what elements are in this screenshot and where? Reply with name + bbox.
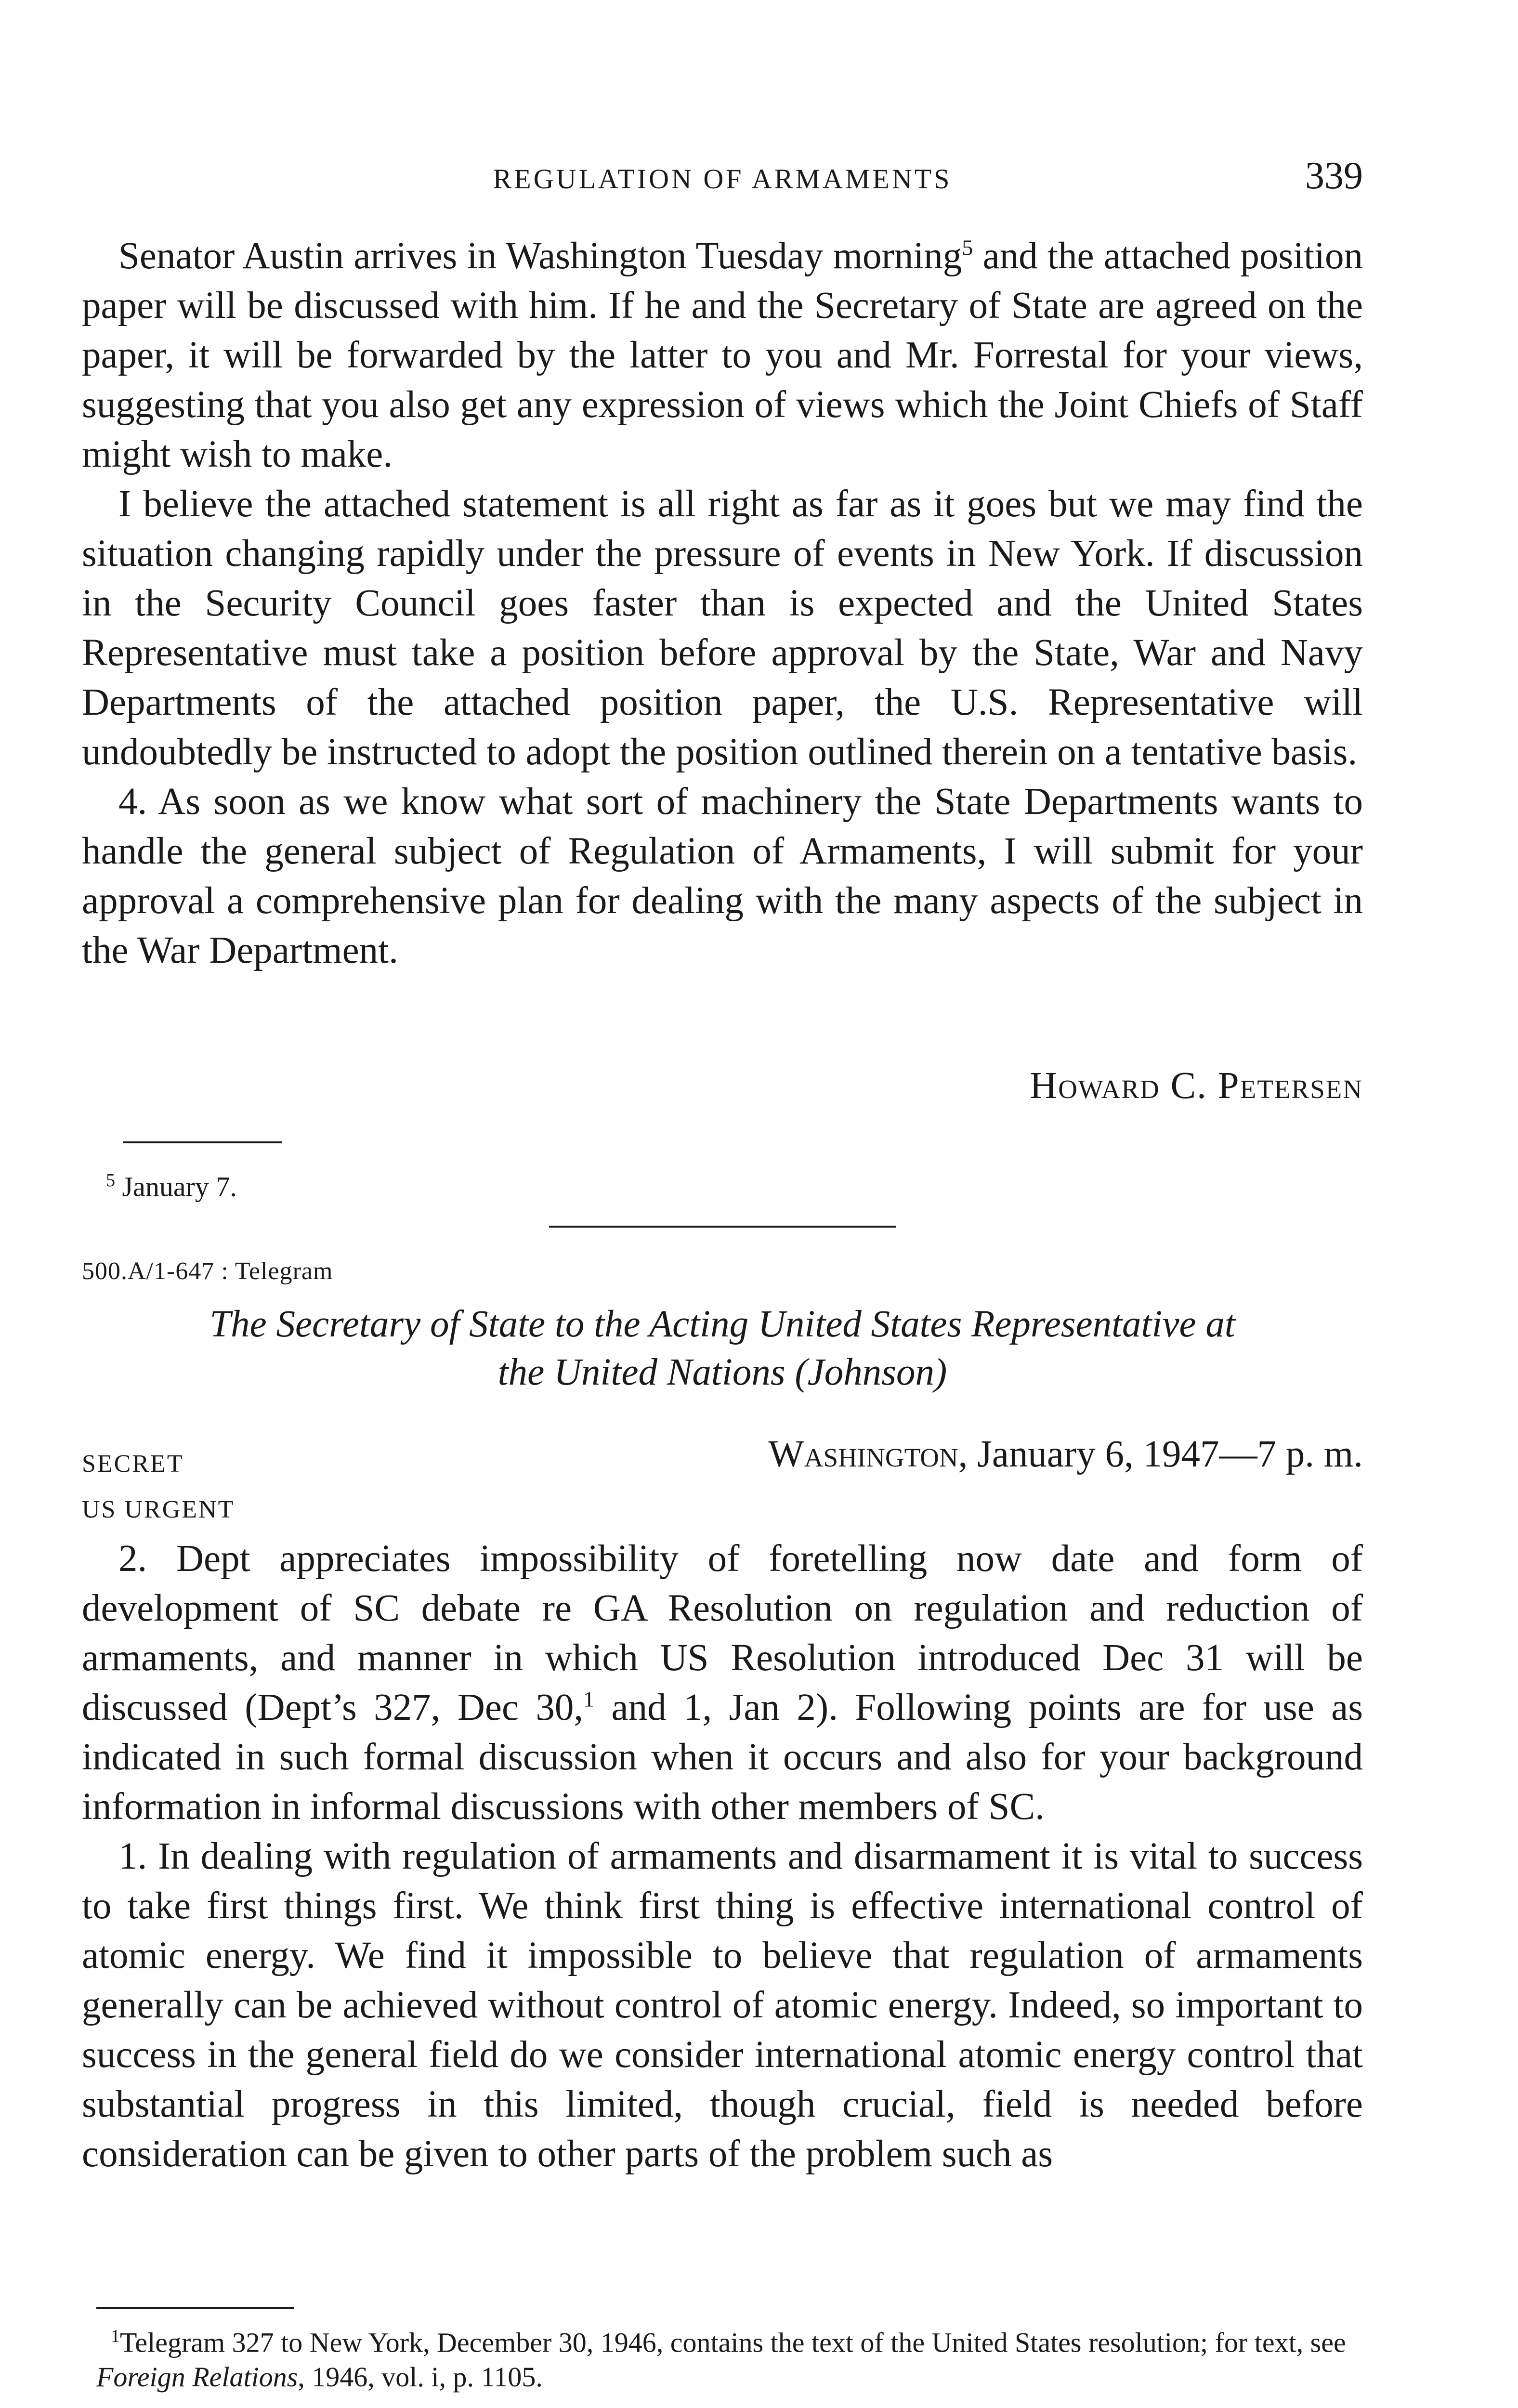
footnote-mark: 1 [111,2326,120,2346]
memo-paragraph-1: Senator Austin arrives in Washington Tuesday morning$^5$ and the attached position paper will be discussed with him. If he and the Secretary of State are agreed on the paper, it will be forwarded by the latter to you and Mr. Forrestal for your views, suggesting that you also get any expression of views which the Joint Chiefs of Staff might wish to make. [82,235,1363,475]
footnote-text: January 7. [122,1171,237,1203]
running-title: REGULATION OF ARMAMENTS [493,163,952,195]
footnote-citation-title: Foreign Relations [96,2361,298,2393]
heading-line-1: The Secretary of State to the Acting United States Representative at [209,1303,1235,1345]
telegram-body [82,1534,1363,2179]
running-head [82,154,1363,202]
urgency-label: US URGENT [82,1496,235,1523]
classification-label: SECRET [82,1450,184,1478]
dateline-date: , January 6, 1947—7 p. m. [958,1433,1363,1475]
telegram-paragraph-1: 2. Dept appreciates impossibility of foretelling now date and form of development of SC debate re GA Resolution on regulation and reduction of armaments, and manner in which US Resolution introduced Dec 31 will be discussed (Dept’s 327, Dec 30,$^1$ and 1, Jan 2). Following points are for use as indicated in such formal discussion when it occurs and also for your background information in informal discussions with other members of SC. [82,1538,1363,1828]
footnote-rule-bottom [96,2307,294,2309]
dateline-place: Washington [768,1433,958,1475]
footnote-5 [106,1163,237,1204]
footnote-rule-top [123,1141,282,1143]
document-heading [82,1300,1363,1397]
footnote-ref-1: 1 [583,1687,595,1712]
telegram-paragraph-2: 1. In dealing with regulation of armaments and disarmament it is vital to success to take first things first. We think first thing is effective international control of atomic energy. We find it impossible to believe that regulation of armaments generally can be achieved without control of atomic energy. Indeed, so important to success in the general field do we consider international atomic energy control that substantial progress in this limited, though crucial, field is needed before consideration can be given to other parts of the problem such as [82,1835,1363,2175]
footnote-mark: 5 [106,1170,115,1191]
page-number: 339 [1305,155,1363,197]
footnote-1: $^1$Telegram 327 to New York, December 30, 1946, contains the text of the United States resolution; for text, see Foreign Relations, 1946, vol. i, p. 1105. [96,2326,1346,2393]
memo-paragraph-3: 4. As soon as we know what sort of machinery the State Departments wants to handle the general subject of Regulation of Armaments, I will submit for your approval a comprehensive plan for dealing with the many aspects of the subject in the War Department. [82,781,1363,971]
memo-continuation [82,231,1363,975]
document-separator [549,1226,896,1228]
document-id: 500.A/1-647 : Telegram [82,1257,333,1285]
signature: Howard C. Petersen [1030,1065,1363,1107]
memo-paragraph-2: I believe the attached statement is all right as far as it goes but we may find the situation changing rapidly under the pressure of events in New York. If discussion in the Security Council goes faster than is expected and the United States Representative must take a position before approval by the State, War and Navy Departments of the attached position paper, the U.S. Representative will undoubtedly be instructed to adopt the position outlined therein on a tentative basis. [82,483,1363,773]
heading-line-2: the United Nations (Johnson) [497,1351,947,1393]
footnote-ref-5: 5 [962,235,973,260]
dateline [768,1433,1363,1476]
